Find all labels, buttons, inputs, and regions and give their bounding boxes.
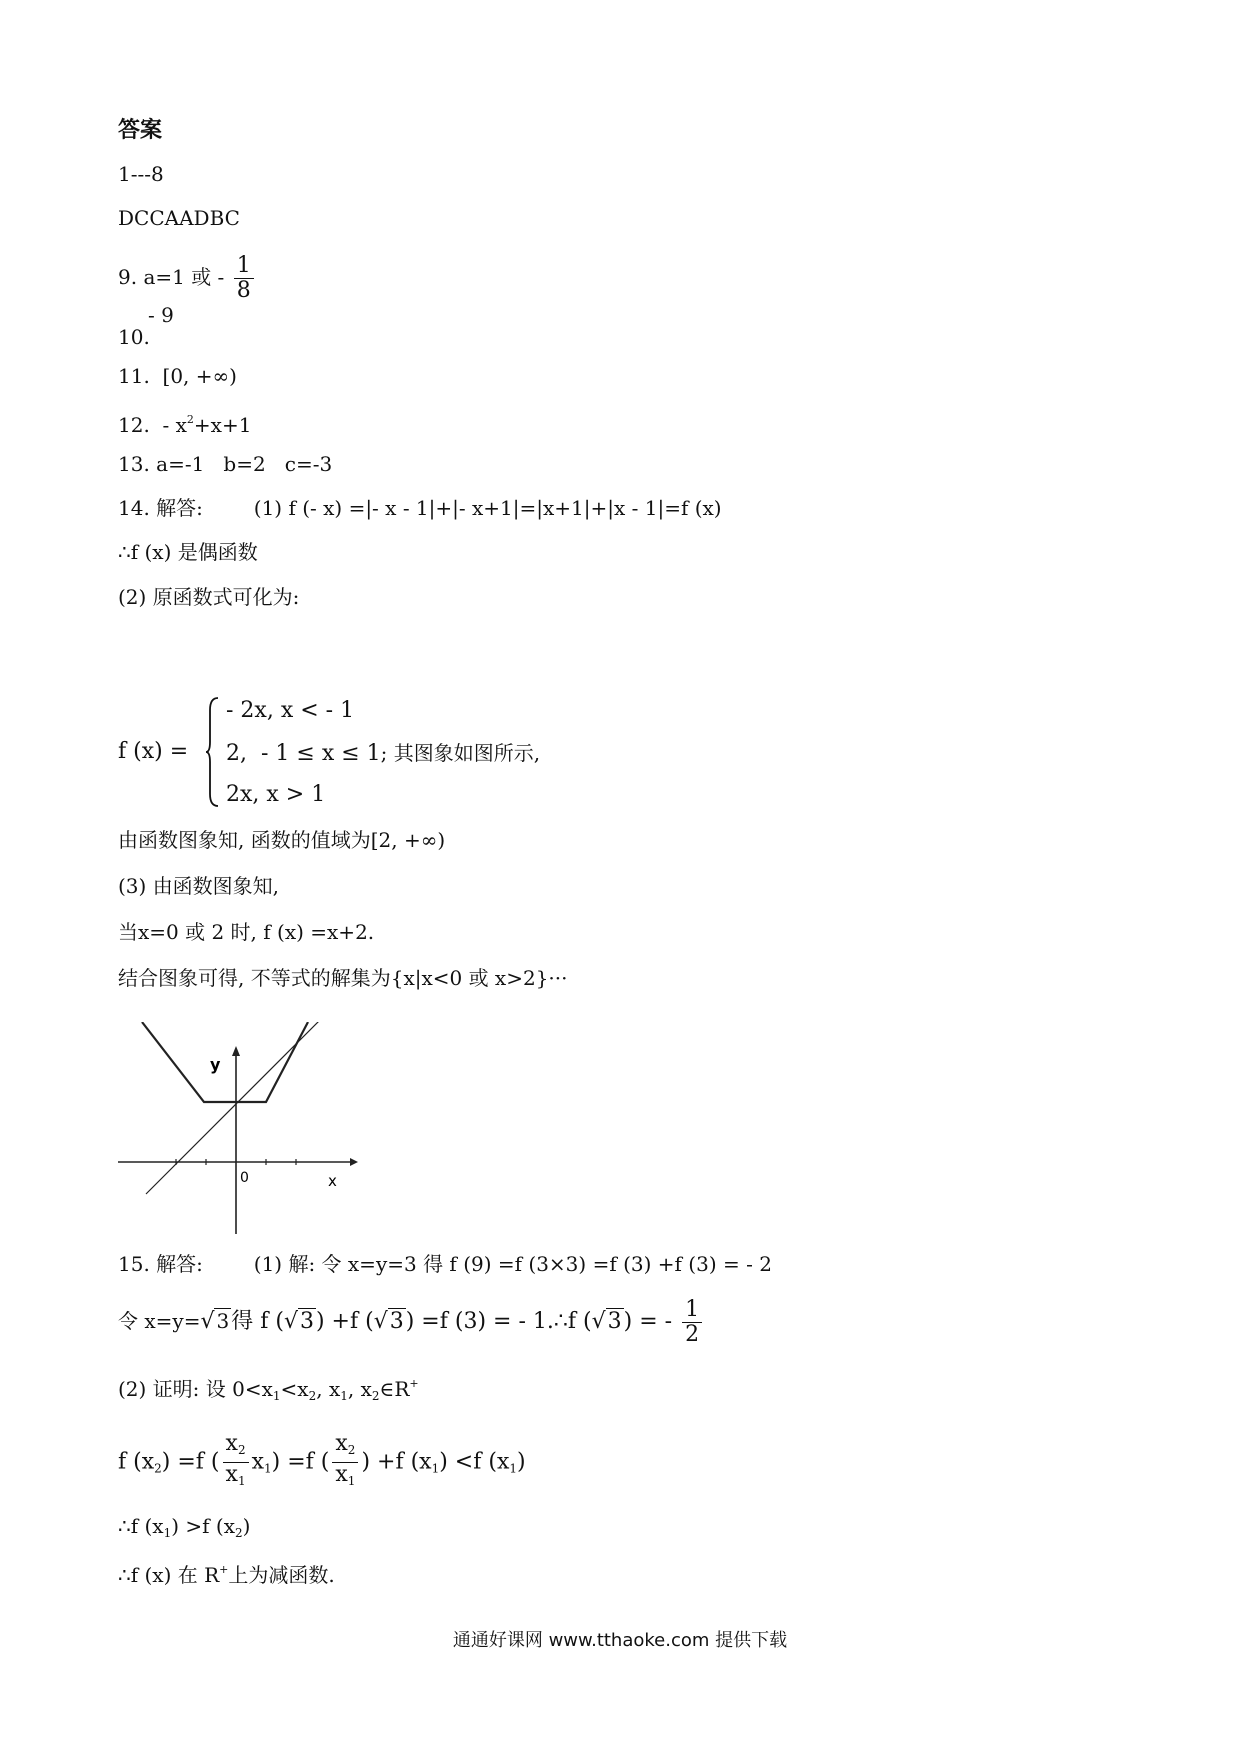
subscript-1: 1 (163, 1526, 172, 1540)
answer-9 (118, 254, 257, 303)
subscript-2: 2 (371, 1389, 380, 1403)
ineq-lt: ) <f ( (439, 1449, 497, 1475)
answer-12-suffix: +x+1 (193, 413, 252, 437)
fraction-one-eighth (234, 254, 254, 303)
piecewise-case-3: 2x, x > 1 (226, 782, 326, 807)
fraction-denominator: 2 (685, 1322, 700, 1347)
q15-c1-pre: ∴f (x (118, 1514, 164, 1538)
answer-11: 11. [0, +∞) (118, 364, 237, 388)
page-footer: 通通好课网 www.tthaoke.com 提供下载 (452, 1630, 788, 1651)
answer-9-text: 9. a=1 或 - (118, 265, 231, 289)
answer-15-head: 15. 解答: (1) 解: 令 x=y=3 得 f (9) =f (3×3) =f (3) +f (3) = - 2 (118, 1252, 772, 1276)
fraction-x2-over-x1 (332, 1432, 358, 1493)
subscript-1: 1 (340, 1389, 348, 1403)
q15-part2-mid3: , x (347, 1377, 372, 1401)
fraction-numerator: 1 (234, 254, 254, 279)
sqrt-3: √3 (373, 1309, 404, 1334)
fraction-denominator: $x_1$ (225, 1462, 246, 1488)
answer-10-label: 10. (118, 325, 150, 349)
answer-choices: DCCAADBC (118, 206, 240, 230)
ineq-x: x (419, 1449, 432, 1475)
sqrt-3-value: 3 (299, 1309, 314, 1334)
subscript-2: 2 (234, 1526, 243, 1540)
answer-14-part3: (3) 由函数图象知, (118, 874, 280, 898)
sqrt-3-value: 3 (607, 1309, 622, 1334)
sqrt-3-value: 3 (389, 1309, 404, 1334)
piecewise-case-1: - 2x, x < - 1 (226, 698, 355, 723)
line-x-plus-2 (146, 1022, 330, 1194)
y-axis-label: y (210, 1055, 221, 1074)
answer-15-conclusion-1 (118, 1514, 250, 1545)
q15-part2-end: ∈R (379, 1377, 410, 1401)
q15-line2-pre: 令 x=y= (118, 1309, 201, 1333)
answer-14-range: 由函数图象知, 函数的值域为[2, +∞) (118, 828, 446, 852)
fraction-numerator: $x_2$ (223, 1432, 249, 1463)
subscript-2: 2 (154, 1461, 162, 1476)
answer-13: 13. a=-1 b=2 c=-3 (118, 452, 333, 476)
answer-range: 1---8 (118, 162, 164, 186)
answer-15-part2 (118, 1372, 419, 1408)
answer-14-part2: (2) 原函数式可化为: (118, 585, 300, 609)
sqrt-3: √3 (591, 1309, 622, 1334)
superscript-plus: + (409, 1377, 419, 1390)
x-axis-label: x (328, 1172, 337, 1190)
ineq-close: ) (517, 1449, 526, 1475)
answer-15-inequality (118, 1432, 526, 1493)
answer-14-even: ∴f (x) 是偶函数 (118, 540, 258, 564)
page-title: 答案 (118, 117, 163, 143)
fraction-denominator: $x_1$ (335, 1462, 356, 1488)
piecewise-note: ; 其图象如图所示, (380, 741, 541, 765)
sqrt-3: √3 (283, 1309, 314, 1334)
ineq-x: x (496, 1449, 510, 1475)
subscript-1: 1 (431, 1461, 440, 1476)
q15-part2-mid2: , x (316, 1377, 341, 1401)
answer-12-prefix: 12. - x (118, 413, 187, 437)
q15-c1-end: ) (242, 1514, 251, 1538)
subscript-2: 2 (308, 1389, 317, 1403)
sqrt-3-value: 3 (216, 1309, 230, 1333)
q15-c2-pre: ∴f (x) 在 R (118, 1563, 220, 1587)
ineq-x: x (251, 1449, 264, 1475)
piecewise-case-2 (226, 740, 540, 767)
q15-part2-pre: (2) 证明: 设 0<x (118, 1377, 273, 1401)
ineq-eq2: ) =f ( (271, 1449, 330, 1475)
q15-c1-mid: ) >f (x (171, 1514, 235, 1538)
piecewise-label: f (x) = (118, 739, 189, 764)
subscript-1: 1 (509, 1461, 518, 1476)
subscript-1: 1 (272, 1389, 281, 1403)
answer-10-value: - 9 (148, 303, 174, 327)
x-axis-arrow (350, 1158, 358, 1166)
fraction-one-half (682, 1298, 702, 1347)
answer-12-exponent: 2 (186, 413, 194, 426)
q15-line2-mid1: 得 f ( (231, 1309, 284, 1334)
piecewise-brace (206, 696, 220, 808)
sqrt-3: √ 3 (200, 1309, 230, 1334)
fraction-denominator: 8 (236, 278, 251, 303)
answer-15-conclusion-2 (118, 1558, 335, 1587)
q15-line2-mid2: ) +f ( (315, 1309, 374, 1334)
ineq-x: x (141, 1449, 155, 1475)
ineq-plus: ) +f ( (361, 1449, 420, 1475)
fraction-x2-over-x1 (223, 1432, 249, 1493)
y-axis-arrow (232, 1046, 240, 1056)
ineq-f: f ( (118, 1449, 142, 1475)
answer-14-solution: 结合图象可得, 不等式的解集为{x|x<0 或 x>2}··· (118, 966, 568, 990)
fraction-numerator: 1 (682, 1298, 702, 1323)
q15-line2-mid3: ) =f (3) = - 1.∴f ( (405, 1309, 592, 1334)
subscript-1: 1 (264, 1461, 272, 1476)
q15-c2-end: 上为减函数. (228, 1563, 335, 1587)
answer-14-head: 14. 解答: (1) f (- x) =|- x - 1|+|- x+1|=|x+1|+|x - 1|=f (x) (118, 496, 722, 520)
q15-line2-end: ) = - (623, 1309, 680, 1334)
answer-12 (118, 408, 251, 437)
fx-curve (142, 1022, 308, 1102)
q15-part2-mid: <x (280, 1377, 309, 1401)
superscript-plus: + (219, 1563, 229, 1576)
function-graph (118, 1022, 358, 1234)
piecewise-case-2-text: 2, - 1 ≤ x ≤ 1 (226, 741, 381, 766)
ineq-eq: ) =f ( (161, 1449, 220, 1475)
answer-15-line2 (118, 1298, 705, 1347)
fraction-numerator: $x_2$ (332, 1432, 358, 1463)
origin-label: 0 (240, 1170, 249, 1186)
answer-14-when: 当x=0 或 2 时, f (x) =x+2. (118, 920, 375, 944)
